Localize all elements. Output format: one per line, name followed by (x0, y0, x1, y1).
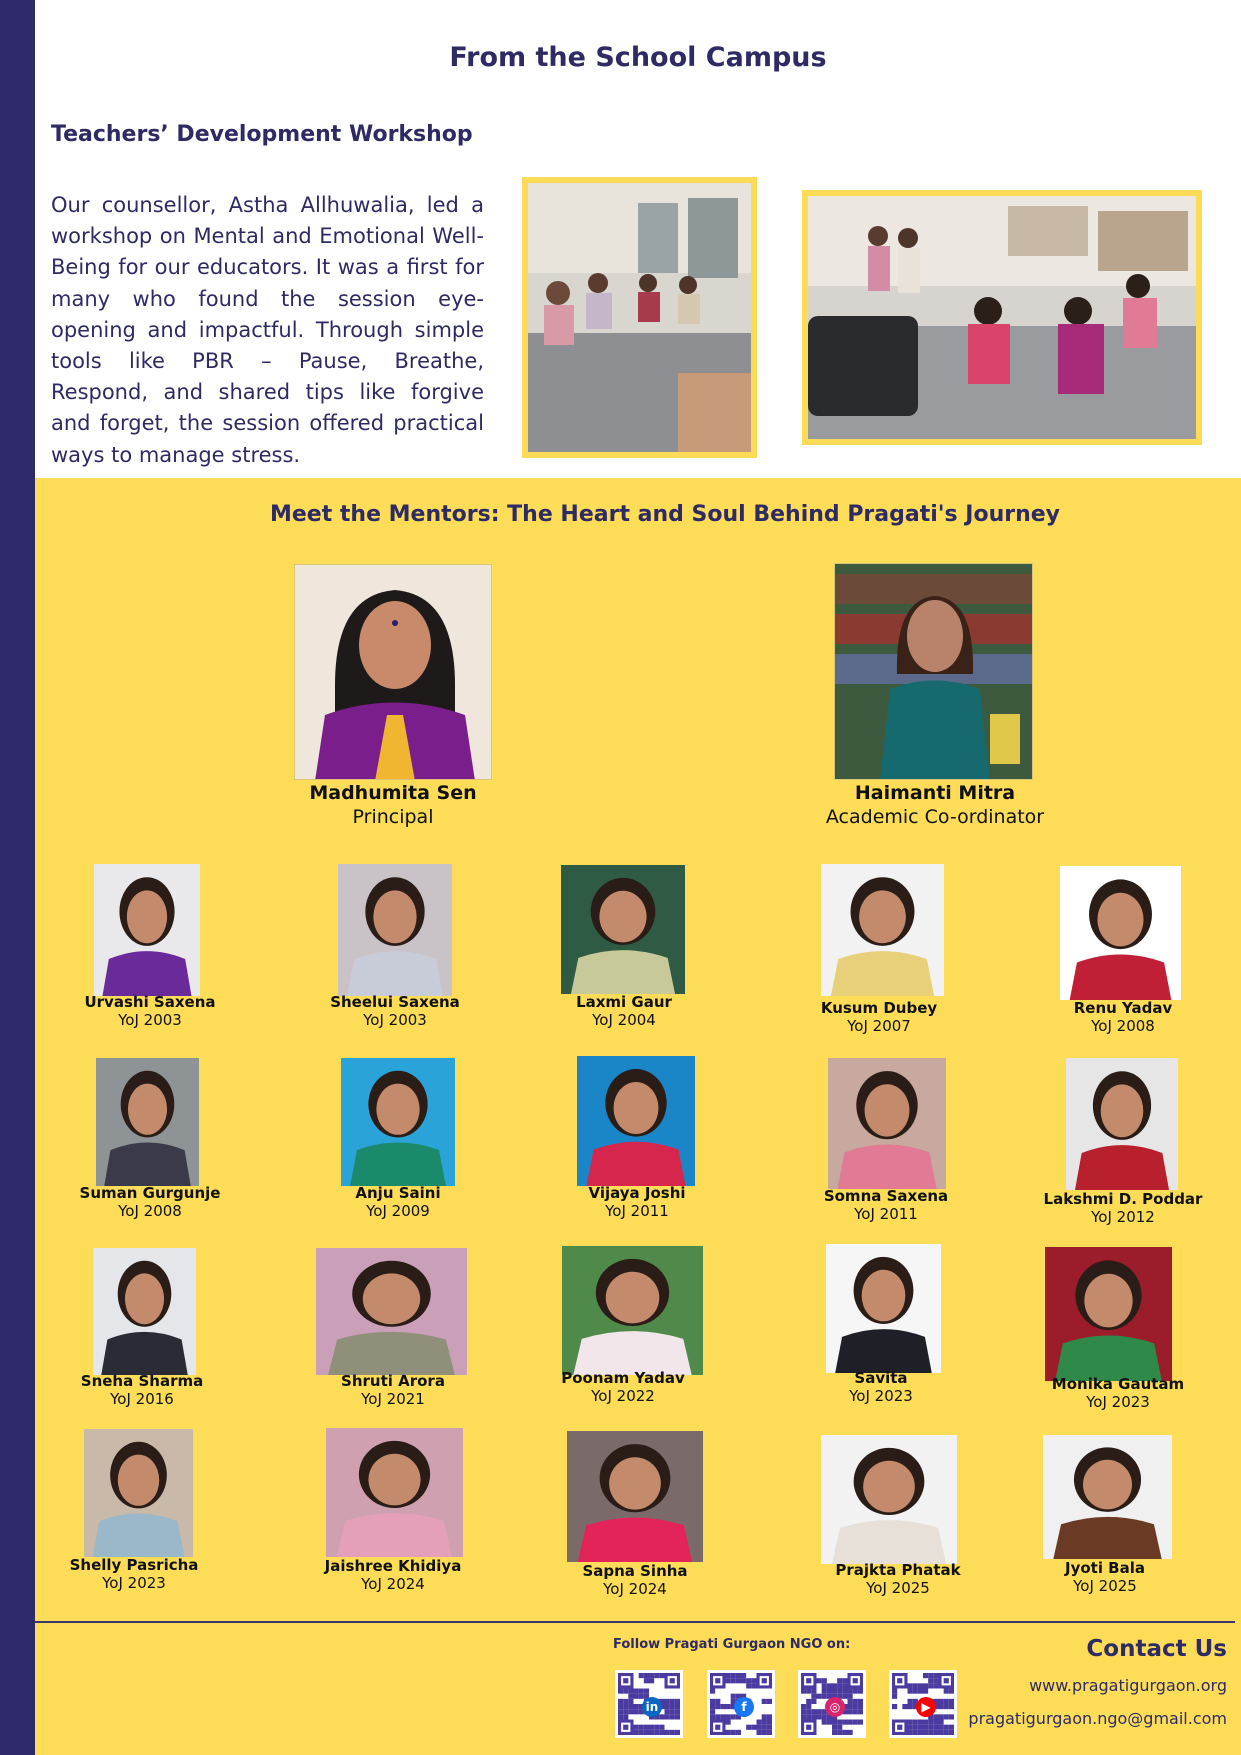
mentor-name: Shelly Pasricha (69, 1556, 199, 1574)
mentor-name: Sapna Sinha (582, 1562, 688, 1580)
mentor-year-of-joining: YoJ 2011 (854, 1205, 918, 1223)
leader-role-academic-coordinator: Academic Co-ordinator (825, 806, 1045, 828)
mentor-year-of-joining: YoJ 2011 (605, 1202, 669, 1220)
mentor-name: Urvashi Saxena (84, 993, 216, 1011)
mentor-photo (96, 1058, 199, 1186)
mentor-year-of-joining: YoJ 2022 (591, 1387, 655, 1405)
mentors-title: Meet the Mentors: The Heart and Soul Behind Pragati's Journey (269, 502, 1061, 527)
mentor-name: Savita (854, 1369, 908, 1387)
qr-code-facebook[interactable] (707, 1670, 775, 1738)
leader-photo-academic-coordinator (834, 563, 1033, 780)
mentor-name: Prajkta Phatak (835, 1561, 961, 1579)
page-heading: From the School Campus (449, 42, 827, 73)
workshop-photo-1 (522, 177, 757, 458)
mentor-name: Laxmi Gaur (576, 993, 672, 1011)
workshop-photo-2 (802, 190, 1202, 445)
mentor-photo (821, 864, 944, 996)
leader-name-academic-coordinator: Haimanti Mitra (854, 782, 1016, 804)
left-accent-stripe (0, 0, 35, 1755)
email-link[interactable]: pragatigurgaon.ngo@gmail.com (968, 1709, 1227, 1728)
mentor-photo (567, 1431, 703, 1562)
mentors-section (35, 478, 1241, 1755)
mentor-year-of-joining: YoJ 2007 (847, 1017, 911, 1035)
mentor-photo (828, 1058, 946, 1189)
mentor-name: Sneha Sharma (80, 1372, 204, 1390)
qr-code-youtube[interactable] (889, 1670, 957, 1738)
mentor-name: Monika Gautam (1051, 1375, 1185, 1393)
mentor-year-of-joining: YoJ 2012 (1091, 1208, 1155, 1226)
website-link[interactable]: www.pragatigurgaon.org (1029, 1676, 1227, 1695)
mentor-name: Renu Yadav (1073, 999, 1173, 1017)
mentor-name: Kusum Dubey (820, 999, 938, 1017)
mentor-photo (1043, 1435, 1172, 1559)
campus-section (35, 0, 1241, 478)
youtube-icon: ▶ (916, 1697, 936, 1717)
mentor-year-of-joining: YoJ 2024 (603, 1580, 667, 1598)
workshop-description: Our counsellor, Astha Allhuwalia, led a workshop on Mental and Emotional Well-Being for our educators. It was a first for many who found the session eye-opening and impactful. Through simple tools like PBR – Pause, Breathe, Respond, and shared tips like forgive and forget, the session offered practical ways to manage stress. (51, 193, 484, 467)
facebook-icon: f (734, 1697, 754, 1717)
mentor-year-of-joining: YoJ 2008 (1091, 1017, 1155, 1035)
mentor-photo (94, 864, 200, 996)
mentor-photo (1045, 1247, 1172, 1381)
mentor-name: Shruti Arora (341, 1372, 445, 1390)
instagram-icon: ◎ (825, 1697, 845, 1717)
workshop-title: Teachers’ Development Workshop (51, 122, 473, 147)
mentor-photo (84, 1429, 193, 1557)
mentor-year-of-joining: YoJ 2004 (592, 1011, 656, 1029)
mentor-photo (826, 1244, 941, 1373)
mentor-name: Jaishree Khidiya (324, 1557, 462, 1575)
mentor-year-of-joining: YoJ 2023 (849, 1387, 913, 1405)
linkedin-icon: in (642, 1697, 662, 1717)
mentor-year-of-joining: YoJ 2016 (110, 1390, 174, 1408)
leader-name-principal: Madhumita Sen (309, 782, 477, 804)
mentor-name: Vijaya Joshi (588, 1184, 686, 1202)
mentor-year-of-joining: YoJ 2025 (1073, 1577, 1137, 1595)
mentor-year-of-joining: YoJ 2021 (361, 1390, 425, 1408)
mentor-photo (577, 1056, 695, 1186)
mentor-name: Poonam Yadav (561, 1369, 685, 1387)
mentor-name: Lakshmi D. Poddar (1043, 1190, 1203, 1208)
mentor-photo (562, 1246, 703, 1375)
mentor-name: Suman Gurgunje (79, 1184, 221, 1202)
qr-code-linkedin[interactable] (615, 1670, 683, 1738)
mentor-photo (93, 1248, 196, 1375)
mentor-year-of-joining: YoJ 2009 (366, 1202, 430, 1220)
mentor-name: Sheelui Saxena (330, 993, 460, 1011)
follow-label: Follow Pragati Gurgaon NGO on: (613, 1637, 851, 1652)
footer-divider (35, 1621, 1235, 1623)
mentor-year-of-joining: YoJ 2025 (866, 1579, 930, 1597)
mentor-photo (821, 1435, 957, 1564)
mentor-photo (561, 865, 685, 994)
leader-role-principal: Principal (352, 806, 434, 828)
mentor-year-of-joining: YoJ 2024 (361, 1575, 425, 1593)
contact-title: Contact Us (1086, 1636, 1227, 1662)
leader-photo-principal (294, 564, 492, 780)
mentor-name: Jyoti Bala (1064, 1559, 1146, 1577)
mentor-year-of-joining: YoJ 2003 (363, 1011, 427, 1029)
mentor-photo (1066, 1058, 1178, 1190)
mentor-photo (1060, 866, 1181, 1000)
mentor-photo (326, 1428, 463, 1557)
mentor-name: Anju Saini (355, 1184, 441, 1202)
mentor-name: Somna Saxena (823, 1187, 949, 1205)
qr-code-instagram[interactable] (798, 1670, 866, 1738)
mentor-photo (316, 1248, 467, 1375)
mentor-photo (338, 864, 452, 996)
mentor-photo (341, 1058, 455, 1186)
mentor-year-of-joining: YoJ 2003 (118, 1011, 182, 1029)
mentor-year-of-joining: YoJ 2023 (102, 1574, 166, 1592)
mentor-year-of-joining: YoJ 2008 (118, 1202, 182, 1220)
mentor-year-of-joining: YoJ 2023 (1086, 1393, 1150, 1411)
